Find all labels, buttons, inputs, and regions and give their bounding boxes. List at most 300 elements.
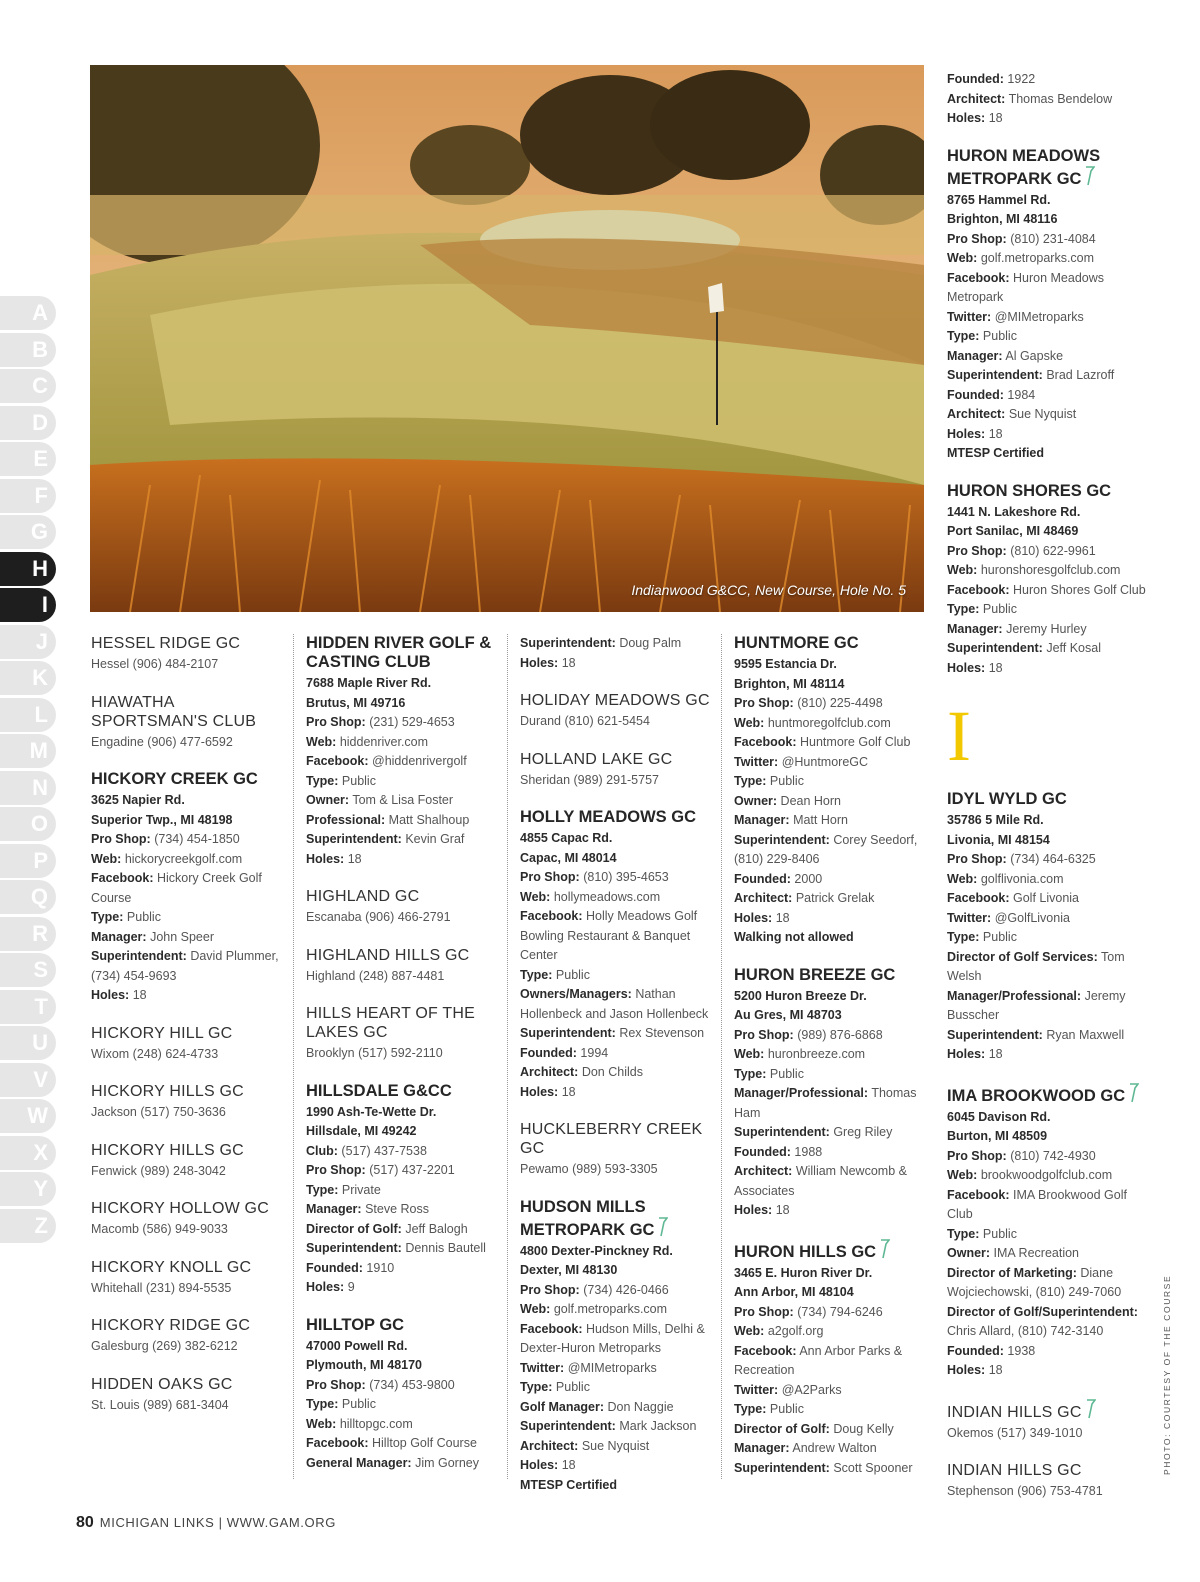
course-name bbox=[734, 1239, 940, 1262]
course-contact: Brooklyn (517) 592-2110 bbox=[306, 1046, 443, 1060]
field-value: Don Naggie bbox=[607, 1399, 674, 1414]
field-value: Jim Gorney bbox=[415, 1455, 479, 1470]
field-label: Web: bbox=[734, 1047, 765, 1061]
alphabet-tab-d: D bbox=[0, 406, 56, 440]
field-value: Public bbox=[982, 1226, 1017, 1241]
field-value: Don Childs bbox=[581, 1065, 643, 1079]
course-contact: Hessel (906) 484-2107 bbox=[91, 657, 219, 671]
field-value: Sue Nyquist bbox=[581, 1438, 650, 1453]
course-field bbox=[520, 985, 726, 1024]
course-name bbox=[91, 634, 287, 653]
course-field bbox=[520, 1320, 726, 1359]
course-field bbox=[306, 1181, 512, 1201]
flag-icon bbox=[879, 1239, 890, 1259]
course-name bbox=[734, 966, 940, 985]
field-label: Pro Shop: bbox=[306, 715, 366, 729]
course-contact: Escanaba (906) 466-2791 bbox=[306, 910, 451, 924]
field-value: 1910 bbox=[366, 1260, 395, 1275]
course-field bbox=[947, 405, 1147, 425]
course-address: Au Gres, MI 48703 bbox=[734, 1008, 842, 1022]
course-field bbox=[306, 811, 512, 831]
course-field bbox=[91, 830, 287, 850]
course-address: 6045 Davison Rd. bbox=[947, 1109, 1051, 1124]
field-value: 18 bbox=[132, 988, 147, 1002]
field-label: Superintendent: bbox=[520, 636, 616, 650]
course-field bbox=[947, 347, 1147, 367]
course-name-text: HICKORY RIDGE GC bbox=[91, 1317, 251, 1334]
field-value: @A2Parks bbox=[781, 1382, 842, 1397]
field-label: Pro Shop: bbox=[734, 1304, 794, 1319]
flag-icon bbox=[1128, 1083, 1139, 1103]
field-label: Superintendent: bbox=[947, 641, 1043, 655]
course-field bbox=[947, 1342, 1147, 1362]
field-value: David Plummer, (734) 454-9693 bbox=[91, 949, 279, 983]
course-field bbox=[947, 889, 1147, 909]
field-label: Facebook: bbox=[947, 1187, 1010, 1202]
course-entry bbox=[520, 691, 726, 732]
field-value: Jeff Balogh bbox=[405, 1221, 468, 1236]
course-entry bbox=[91, 634, 287, 675]
field-label: Pro Shop: bbox=[947, 543, 1007, 558]
field-value: Al Gapske bbox=[1005, 348, 1064, 363]
field-label: Holes: bbox=[734, 1203, 773, 1217]
course-field bbox=[947, 90, 1147, 110]
course-note: MTESP Certified bbox=[947, 446, 1045, 460]
course-field bbox=[734, 1026, 940, 1046]
course-name bbox=[306, 946, 512, 965]
field-label: Facebook: bbox=[306, 754, 369, 768]
course-field bbox=[306, 1259, 512, 1279]
field-value: John Speer bbox=[150, 929, 214, 944]
field-value: (734) 464-6325 bbox=[1010, 852, 1096, 866]
golf-course-image bbox=[90, 65, 924, 612]
field-label: Facebook: bbox=[734, 1343, 797, 1358]
field-label: Founded: bbox=[947, 387, 1004, 402]
course-field bbox=[734, 889, 940, 909]
field-label: Superintendent: bbox=[520, 1419, 616, 1433]
field-label: Facebook: bbox=[520, 909, 583, 923]
field-label: Facebook: bbox=[91, 871, 154, 885]
field-value: hickorycreekgolf.com bbox=[124, 851, 243, 866]
field-label: Superintendent: bbox=[734, 1460, 830, 1475]
course-contact: Highland (248) 887-4481 bbox=[306, 968, 445, 983]
course-entry bbox=[91, 1316, 287, 1357]
field-value: 18 bbox=[561, 655, 576, 670]
page-footer bbox=[76, 1514, 336, 1532]
field-label: Architect: bbox=[947, 407, 1006, 421]
course-field bbox=[947, 1026, 1147, 1046]
field-label: Facebook: bbox=[947, 891, 1010, 905]
course-field bbox=[947, 928, 1147, 948]
course-entry bbox=[91, 770, 287, 1006]
course-entry bbox=[520, 1198, 726, 1496]
field-value: Huron Shores Golf Club bbox=[1013, 582, 1146, 597]
course-contact: Pewamo (989) 593-3305 bbox=[520, 1162, 658, 1176]
course-address: Superior Twp., MI 48198 bbox=[91, 812, 233, 827]
field-value: Hickory Creek Golf Course bbox=[91, 871, 262, 905]
field-label: Holes: bbox=[306, 851, 345, 866]
field-label: Facebook: bbox=[520, 1321, 583, 1336]
course-field bbox=[520, 966, 726, 986]
course-field bbox=[947, 909, 1147, 929]
course-field bbox=[520, 1044, 726, 1064]
field-label: General Manager: bbox=[306, 1455, 412, 1470]
course-field bbox=[306, 1278, 512, 1298]
course-name-text: HICKORY HOLLOW GC bbox=[91, 1200, 269, 1217]
course-field bbox=[947, 1186, 1147, 1225]
field-value: Jeremy Busscher bbox=[947, 988, 1126, 1022]
field-value: Patrick Grelak bbox=[795, 891, 875, 905]
section-letter: I bbox=[947, 696, 971, 776]
course-field bbox=[91, 869, 287, 908]
field-label: Type: bbox=[734, 1402, 767, 1416]
course-entry bbox=[91, 1024, 287, 1065]
course-field bbox=[91, 986, 287, 1006]
course-entry bbox=[520, 1120, 726, 1180]
course-name bbox=[91, 1258, 287, 1277]
field-value: golflivonia.com bbox=[980, 871, 1064, 886]
listing-column-2 bbox=[293, 634, 512, 1479]
alphabet-tab-q: Q bbox=[0, 880, 56, 914]
course-field bbox=[947, 425, 1147, 445]
course-name-text: HUDSON MILLS METROPARK GC bbox=[520, 1197, 655, 1239]
field-label: Manager: bbox=[306, 1202, 362, 1216]
field-label: Superintendent: bbox=[520, 1026, 616, 1040]
field-label: Founded: bbox=[947, 1343, 1004, 1358]
course-field bbox=[947, 327, 1147, 347]
field-label: Facebook: bbox=[306, 1436, 369, 1450]
field-value: 18 bbox=[775, 1203, 790, 1217]
course-field bbox=[734, 811, 940, 831]
field-value: Public bbox=[769, 1066, 804, 1081]
course-address: 1990 Ash-Te-Wette Dr. bbox=[306, 1104, 437, 1119]
field-value: (989) 876-6868 bbox=[797, 1027, 883, 1042]
field-label: Manager: bbox=[734, 813, 790, 827]
field-label: Manager: bbox=[734, 1441, 790, 1455]
course-name-text: INDIAN HILLS GC bbox=[947, 1403, 1082, 1421]
course-field bbox=[947, 308, 1147, 328]
field-value: 1922 bbox=[1007, 72, 1036, 86]
course-note: MTESP Certified bbox=[520, 1477, 618, 1492]
course-name-text: IMA BROOKWOOD GC bbox=[947, 1086, 1126, 1105]
field-label: Director of Golf: bbox=[734, 1421, 830, 1436]
field-value: 18 bbox=[347, 851, 362, 866]
field-value: Nathan Hollenbeck and Jason Hollenbeck bbox=[520, 987, 709, 1021]
field-value: 18 bbox=[988, 1047, 1003, 1061]
field-label: Director of Golf: bbox=[306, 1221, 402, 1236]
field-value: Public bbox=[769, 1402, 804, 1416]
course-field bbox=[306, 791, 512, 811]
alphabet-tab-r: R bbox=[0, 917, 56, 951]
course-field bbox=[947, 987, 1147, 1026]
course-name bbox=[947, 482, 1147, 501]
course-field bbox=[734, 1342, 940, 1381]
course-field bbox=[91, 908, 287, 928]
course-address: 3625 Napier Rd. bbox=[91, 793, 185, 807]
course-field bbox=[947, 948, 1147, 987]
course-name bbox=[306, 1004, 512, 1042]
field-value: Huntmore Golf Club bbox=[800, 735, 911, 749]
course-field bbox=[734, 1400, 940, 1420]
course-name-text: HUCKLEBERRY CREEK GC bbox=[520, 1121, 703, 1157]
course-contact: Stephenson (906) 753-4781 bbox=[947, 1484, 1103, 1498]
field-value: (517) 437-7538 bbox=[341, 1143, 427, 1158]
course-field bbox=[734, 1439, 940, 1459]
course-field bbox=[520, 868, 726, 888]
field-label: Manager: bbox=[947, 348, 1003, 363]
course-name-text: HICKORY HILLS GC bbox=[91, 1141, 244, 1159]
course-field bbox=[520, 1378, 726, 1398]
field-value: Hudson Mills, Delhi & Dexter-Huron Metroparks bbox=[520, 1321, 705, 1355]
field-value: (517) 437-2201 bbox=[369, 1163, 455, 1177]
course-address: 1441 N. Lakeshore Rd. bbox=[947, 504, 1081, 519]
field-value: Jeremy Hurley bbox=[1006, 621, 1087, 636]
field-value: 1988 bbox=[794, 1144, 823, 1159]
field-value: golf.metroparks.com bbox=[553, 1302, 668, 1316]
course-field bbox=[947, 249, 1147, 269]
course-field bbox=[306, 1376, 512, 1396]
course-field bbox=[947, 1244, 1147, 1264]
field-label: Founded: bbox=[306, 1260, 363, 1275]
field-value: Public bbox=[341, 773, 376, 788]
course-entry bbox=[947, 790, 1147, 1065]
course-field bbox=[734, 1084, 940, 1123]
field-label: Pro Shop: bbox=[306, 1377, 366, 1392]
course-entry bbox=[734, 634, 940, 948]
field-value: @HuntmoreGC bbox=[781, 754, 869, 769]
field-value: 1994 bbox=[580, 1045, 609, 1060]
field-value: Chris Allard, (810) 742-3140 bbox=[947, 1324, 1104, 1338]
course-field bbox=[520, 907, 726, 966]
course-address: 7688 Maple River Rd. bbox=[306, 676, 432, 690]
alphabet-index bbox=[0, 296, 56, 1245]
field-value: huntmoregolfclub.com bbox=[767, 715, 891, 730]
field-value: Matt Shalhoup bbox=[388, 812, 470, 827]
field-label: Director of Golf Services: bbox=[947, 949, 1098, 964]
alphabet-tab-j: J bbox=[0, 625, 56, 659]
field-value: IMA Recreation bbox=[993, 1246, 1080, 1260]
course-address: Brighton, MI 48114 bbox=[734, 676, 845, 691]
course-entry bbox=[306, 1316, 512, 1474]
course-name-text: HUNTMORE GC bbox=[734, 634, 859, 652]
course-address: 9595 Estancia Dr. bbox=[734, 657, 837, 671]
course-address: Burton, MI 48509 bbox=[947, 1129, 1048, 1143]
course-entry bbox=[91, 1258, 287, 1299]
field-value: hiddenriver.com bbox=[339, 734, 429, 749]
course-field bbox=[520, 1437, 726, 1457]
alphabet-tab-v: V bbox=[0, 1063, 56, 1097]
course-field bbox=[734, 1143, 940, 1163]
field-label: Professional: bbox=[306, 812, 386, 827]
course-name bbox=[947, 1461, 1147, 1480]
field-label: Superintendent: bbox=[306, 1241, 402, 1255]
course-name bbox=[520, 1120, 726, 1158]
field-value: huronbreeze.com bbox=[767, 1047, 866, 1061]
field-label: Owners/Managers: bbox=[520, 987, 632, 1001]
field-label: Superintendent: bbox=[947, 368, 1043, 382]
course-entry bbox=[947, 482, 1147, 679]
course-name-text: HOLLAND LAKE GC bbox=[520, 750, 673, 768]
course-field bbox=[520, 1024, 726, 1044]
field-label: Web: bbox=[947, 1168, 978, 1182]
field-label: Founded: bbox=[734, 1144, 791, 1159]
course-address: 8765 Hammel Rd. bbox=[947, 192, 1051, 207]
field-label: Founded: bbox=[947, 72, 1004, 86]
course-field bbox=[734, 1123, 940, 1143]
field-label: Club: bbox=[306, 1143, 338, 1158]
field-label: Holes: bbox=[734, 910, 773, 925]
course-note: Walking not allowed bbox=[734, 930, 854, 944]
field-label: Type: bbox=[306, 1182, 339, 1197]
course-address: 35786 5 Mile Rd. bbox=[947, 813, 1044, 827]
course-name bbox=[947, 147, 1147, 189]
field-value: Public bbox=[555, 967, 590, 982]
course-name bbox=[520, 750, 726, 769]
course-field bbox=[947, 230, 1147, 250]
course-name bbox=[947, 790, 1147, 809]
course-field bbox=[947, 850, 1147, 870]
field-value: 18 bbox=[988, 1363, 1003, 1377]
course-name-text: HICKORY KNOLL GC bbox=[91, 1258, 252, 1276]
field-label: Facebook: bbox=[947, 582, 1010, 597]
course-entry bbox=[306, 1082, 512, 1298]
alphabet-tab-f: F bbox=[0, 479, 56, 513]
field-label: Pro Shop: bbox=[947, 852, 1007, 866]
course-field bbox=[947, 561, 1147, 581]
field-label: Holes: bbox=[947, 660, 986, 675]
course-entry bbox=[306, 1004, 512, 1064]
field-value: Public bbox=[341, 1397, 376, 1411]
course-address: 47000 Powell Rd. bbox=[306, 1338, 408, 1353]
alphabet-tab-p: P bbox=[0, 844, 56, 878]
field-value: Public bbox=[982, 930, 1017, 944]
course-entry bbox=[947, 147, 1147, 464]
field-label: Web: bbox=[947, 251, 978, 265]
course-field bbox=[734, 792, 940, 812]
course-name-text: HILLSDALE G&CC bbox=[306, 1081, 452, 1100]
course-name bbox=[91, 1199, 287, 1218]
field-value: Dennis Bautell bbox=[405, 1241, 486, 1255]
course-name-text: HICKORY CREEK GC bbox=[91, 770, 258, 788]
course-field bbox=[520, 1359, 726, 1379]
course-name-text: HICKORY HILL GC bbox=[91, 1024, 233, 1042]
field-label: Twitter: bbox=[734, 1382, 779, 1397]
field-value: Thomas Ham bbox=[734, 1086, 917, 1120]
field-label: Architect: bbox=[947, 91, 1006, 106]
field-label: Superintendent: bbox=[91, 949, 187, 963]
field-label: Holes: bbox=[306, 1280, 345, 1294]
field-value: 9 bbox=[347, 1280, 355, 1294]
course-field bbox=[734, 1201, 940, 1221]
course-name bbox=[520, 1198, 726, 1240]
field-label: Holes: bbox=[91, 988, 130, 1002]
field-label: Type: bbox=[947, 930, 980, 944]
course-contact: Okemos (517) 349-1010 bbox=[947, 1425, 1083, 1440]
course-field bbox=[734, 1162, 940, 1201]
field-label: Web: bbox=[947, 563, 978, 577]
field-value: Hilltop Golf Course bbox=[372, 1436, 477, 1450]
course-contact: Jackson (517) 750-3636 bbox=[91, 1105, 226, 1119]
field-label: Superintendent: bbox=[734, 832, 830, 847]
field-value: Ann Arbor Parks & Recreation bbox=[734, 1343, 903, 1377]
course-field bbox=[306, 1415, 512, 1435]
field-value: Public bbox=[982, 329, 1017, 343]
field-label: Web: bbox=[734, 715, 765, 730]
field-value: Scott Spooner bbox=[833, 1460, 913, 1475]
field-value: Steve Ross bbox=[365, 1202, 429, 1216]
course-contact: Engadine (906) 477-6592 bbox=[91, 734, 233, 749]
course-contact: Galesburg (269) 382-6212 bbox=[91, 1339, 238, 1353]
field-label: Type: bbox=[306, 773, 339, 788]
course-field bbox=[520, 888, 726, 908]
field-label: Manager: bbox=[91, 929, 147, 944]
field-label: Architect: bbox=[734, 891, 793, 905]
footer-text: MICHIGAN LINKS | WWW.GAM.ORG bbox=[99, 1515, 336, 1530]
course-entry bbox=[947, 70, 1147, 129]
alphabet-tab-a: A bbox=[0, 296, 56, 330]
course-field bbox=[947, 600, 1147, 620]
course-field bbox=[306, 1200, 512, 1220]
course-field bbox=[947, 639, 1147, 659]
field-value: Corey Seedorf, (810) 229-8406 bbox=[734, 832, 918, 866]
field-label: Director of Golf/Superintendent: bbox=[947, 1304, 1138, 1319]
course-field bbox=[947, 581, 1147, 601]
field-label: Pro Shop: bbox=[734, 1027, 794, 1042]
field-label: Pro Shop: bbox=[947, 231, 1007, 246]
field-value: Rex Stevenson bbox=[619, 1026, 705, 1040]
field-value: (734) 794-6246 bbox=[797, 1304, 883, 1319]
course-address: 5200 Huron Breeze Dr. bbox=[734, 988, 867, 1003]
field-value: hilltopgc.com bbox=[339, 1416, 413, 1431]
field-label: Manager: bbox=[947, 621, 1003, 636]
course-field bbox=[520, 634, 726, 654]
course-name bbox=[91, 693, 287, 731]
field-value: Tom Welsh bbox=[947, 949, 1125, 983]
alphabet-tab-g: G bbox=[0, 515, 56, 549]
course-address: Hillsdale, MI 49242 bbox=[306, 1124, 417, 1138]
field-label: Type: bbox=[91, 910, 124, 924]
course-field bbox=[520, 654, 726, 674]
field-value: (231) 529-4653 bbox=[369, 715, 455, 729]
course-field bbox=[734, 1065, 940, 1085]
course-field bbox=[947, 1225, 1147, 1245]
field-label: Type: bbox=[947, 602, 980, 616]
field-label: Owner: bbox=[306, 793, 350, 807]
field-value: @MIMetroparks bbox=[567, 1360, 657, 1375]
alphabet-tab-b: B bbox=[0, 333, 56, 367]
course-field bbox=[734, 753, 940, 773]
course-address: Port Sanilac, MI 48469 bbox=[947, 524, 1079, 538]
course-name-text: HIDDEN OAKS GC bbox=[91, 1375, 233, 1393]
course-address: 3465 E. Huron River Dr. bbox=[734, 1265, 873, 1280]
flag-icon bbox=[657, 1217, 668, 1237]
course-contact: Whitehall (231) 894-5535 bbox=[91, 1280, 232, 1295]
field-label: Golf Manager: bbox=[520, 1399, 605, 1414]
course-field bbox=[306, 1220, 512, 1240]
field-value: @hiddenrivergolf bbox=[372, 754, 467, 768]
field-value: Public bbox=[769, 774, 804, 788]
course-field bbox=[734, 1420, 940, 1440]
course-name bbox=[91, 1082, 287, 1101]
course-field bbox=[91, 928, 287, 948]
field-label: Manager/Professional: bbox=[734, 1086, 869, 1100]
course-field bbox=[947, 542, 1147, 562]
alphabet-tab-z: Z bbox=[0, 1209, 56, 1243]
field-value: Matt Horn bbox=[793, 813, 848, 827]
course-address: Brighton, MI 48116 bbox=[947, 212, 1058, 226]
course-field bbox=[520, 1398, 726, 1418]
course-contact: Durand (810) 621-5454 bbox=[520, 714, 650, 728]
